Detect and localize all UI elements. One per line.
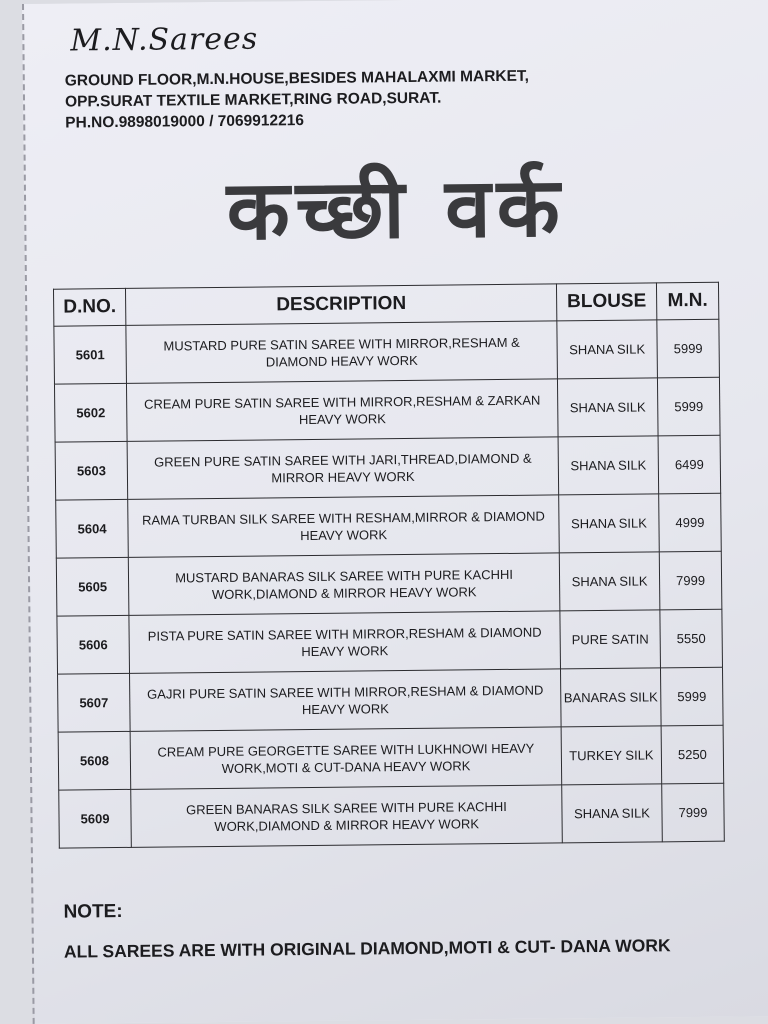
design-number: 5606 — [57, 615, 130, 674]
table-row — [58, 667, 724, 732]
mn-price: 5999 — [657, 319, 720, 378]
table-row — [58, 725, 724, 790]
description: GREEN PURE SATIN SAREE WITH JARI,THREAD,DIAMOND & MIRROR HEAVY WORK — [127, 437, 558, 500]
description: CREAM PURE SATIN SAREE WITH MIRROR,RESHAM & ZARKAN HEAVY WORK — [127, 379, 558, 442]
description: GAJRI PURE SATIN SAREE WITH MIRROR,RESHAM & DIAMOND HEAVY WORK — [130, 669, 561, 732]
blouse: BANARAS SILK — [560, 668, 661, 727]
column-header-mn: M.N. — [656, 282, 718, 320]
mn-price: 5550 — [660, 609, 723, 668]
description: RAMA TURBAN SILK SAREE WITH RESHAM,MIRROR & DIAMOND HEAVY WORK — [128, 495, 559, 558]
mn-price: 5999 — [657, 377, 720, 436]
address-line-2: OPP.SURAT TEXTILE MARKET,RING ROAD,SURAT. — [64, 89, 442, 111]
blouse: SHANA SILK — [559, 552, 660, 611]
blouse: SHANA SILK — [558, 436, 659, 495]
mn-price: 4999 — [659, 493, 722, 552]
description: MUSTARD BANARAS SILK SAREE WITH PURE KACHHI WORK,DIAMOND & MIRROR HEAVY WORK — [128, 553, 559, 616]
table-row — [56, 551, 722, 616]
design-number: 5609 — [59, 789, 132, 848]
mn-price: 5250 — [661, 725, 724, 784]
description: MUSTARD PURE SATIN SAREE WITH MIRROR,RESHAM & DIAMOND HEAVY WORK — [126, 321, 557, 384]
design-number: 5607 — [58, 673, 131, 732]
blouse: TURKEY SILK — [561, 726, 662, 785]
design-number: 5601 — [54, 325, 127, 384]
design-number: 5604 — [56, 499, 129, 558]
table-row — [57, 609, 723, 674]
table-row — [59, 783, 725, 848]
address-line-1: GROUND FLOOR,M.N.HOUSE,BESIDES MAHALAXMI MARKET, — [64, 67, 530, 90]
column-header-description: DESCRIPTION — [126, 284, 557, 326]
description: CREAM PURE GEORGETTE SAREE WITH LUKHNOWI HEAVY WORK,MOTI & CUT-DANA HEAVY WORK — [130, 727, 561, 790]
column-header-dno: D.NO. — [53, 288, 125, 326]
note-text: ALL SAREES ARE WITH ORIGINAL DIAMOND,MOTI & CUT- DANA WORK — [63, 935, 671, 962]
blouse: SHANA SILK — [559, 494, 660, 553]
description: GREEN BANARAS SILK SAREE WITH PURE KACHHI WORK,DIAMOND & MIRROR HEAVY WORK — [131, 785, 562, 848]
brand-name: M.N.Sarees — [70, 21, 259, 59]
mn-price: 7999 — [662, 783, 725, 842]
table-row — [54, 319, 720, 384]
design-number: 5608 — [58, 731, 131, 790]
blouse: SHANA SILK — [557, 378, 658, 437]
mn-price: 5999 — [661, 667, 724, 726]
blouse: SHANA SILK — [562, 784, 663, 843]
mn-price: 7999 — [659, 551, 722, 610]
column-header-blouse: BLOUSE — [556, 283, 656, 321]
blouse: SHANA SILK — [557, 320, 658, 379]
description: PISTA PURE SATIN SAREE WITH MIRROR,RESHAM & DIAMOND HEAVY WORK — [129, 611, 560, 674]
note-label: NOTE: — [63, 900, 123, 923]
table-row — [55, 435, 721, 500]
header — [64, 19, 529, 134]
design-number: 5602 — [54, 383, 127, 442]
design-number: 5605 — [56, 557, 129, 616]
table-row — [56, 493, 722, 558]
blouse: PURE SATIN — [560, 610, 661, 669]
mn-price: 6499 — [658, 435, 721, 494]
phone-line: PH.NO.9898019000 / 7069912216 — [65, 112, 305, 132]
catalog-table — [53, 282, 725, 849]
paper-sheet — [22, 0, 768, 1024]
table-row — [54, 377, 720, 442]
design-number: 5603 — [55, 441, 128, 500]
catalog-title: कच्छी वर्क — [226, 160, 567, 259]
